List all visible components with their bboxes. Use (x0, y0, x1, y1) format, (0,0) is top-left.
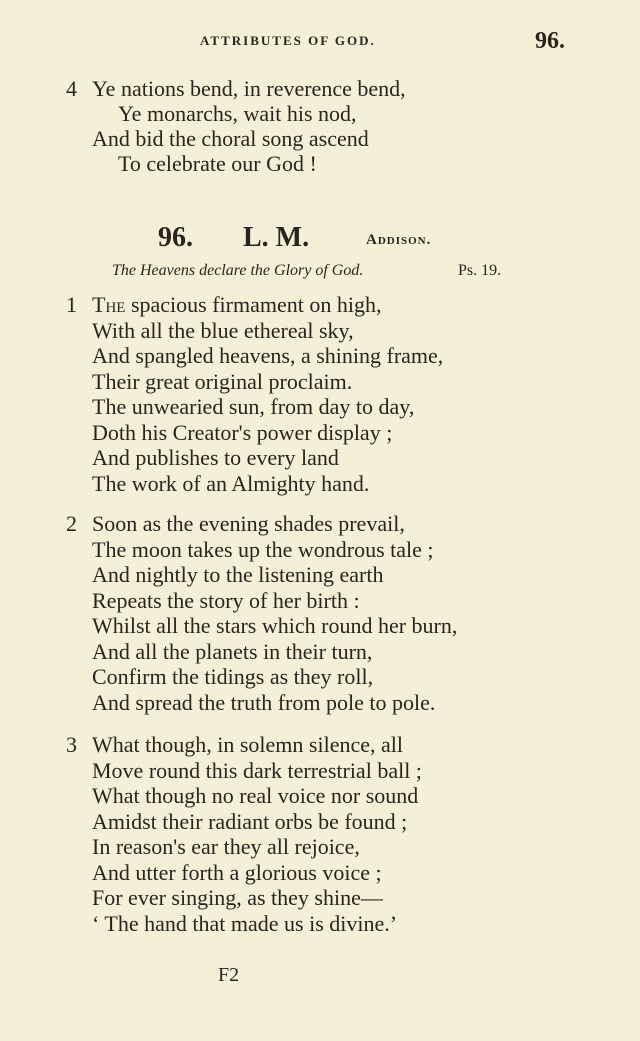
verse-line: And nightly to the listening earth (92, 562, 384, 587)
verse-line: To celebrate our God ! (118, 151, 317, 176)
verse-line: Amidst their radiant orbs be found ; (92, 808, 408, 834)
verse-line: Confirm the tidings as they roll, (92, 664, 374, 689)
hymn-author: Addison. (366, 232, 432, 248)
verse-line: The unwearied sun, from day to day, (92, 394, 415, 419)
verse-line-first (92, 292, 381, 318)
stanza-number: 2 (66, 511, 77, 536)
verse-line: Doth his Creator's power display ; (92, 419, 393, 445)
verse-line: Their great original proclaim. (92, 368, 353, 394)
verse-line: The moon takes up the wondrous tale ; (92, 536, 434, 562)
psalm-reference: Ps. 19. (458, 262, 502, 279)
verse-line: ‘ The hand that made us is divine.’ (92, 910, 398, 936)
stanza-number: 4 (66, 76, 77, 101)
running-title: ATTRIBUTES OF GOD. (200, 33, 376, 48)
hymn-meter: L. M. (243, 222, 310, 253)
verse-line: Repeats the story of her birth : (92, 587, 360, 613)
verse-line: For ever singing, as they shine— (92, 885, 383, 910)
signature-mark: F2 (218, 964, 240, 986)
drop-word: The (92, 292, 126, 317)
verse-line: And utter forth a glorious voice ; (92, 859, 382, 885)
page-number: 96. (535, 28, 565, 54)
verse-line: And spread the truth from pole to pole. (92, 689, 436, 715)
stanza-number: 3 (66, 732, 77, 757)
verse-line: In reason's ear they all rejoice, (92, 834, 360, 859)
stanza-number: 1 (66, 292, 77, 317)
verse-line: With all the blue ethereal sky, (92, 317, 354, 343)
hymn-subtitle: The Heavens declare the Glory of God. (112, 262, 364, 279)
verse-line: The work of an Almighty hand. (92, 470, 370, 496)
first-line-rest: spacious firmament on high, (125, 292, 382, 317)
verse-line: And spangled heavens, a shining frame, (92, 343, 444, 368)
verse-line: And all the planets in their turn, (92, 638, 373, 664)
verse-line: What though, in solemn silence, all (92, 732, 403, 757)
verse-line: Whilst all the stars which round her burn, (92, 613, 458, 638)
running-head (0, 30, 640, 54)
verse-line: What though no real voice nor sound (92, 783, 419, 808)
hymn-number: 96. (158, 222, 193, 253)
hymn-heading (0, 222, 640, 256)
verse-line: Ye nations bend, in reverence bend, (92, 76, 406, 101)
verse-line: And publishes to every land (92, 445, 339, 470)
verse-line: Move round this dark terrestrial ball ; (92, 757, 422, 783)
verse-line: And bid the choral song ascend (92, 126, 369, 151)
verse-line: Soon as the evening shades prevail, (92, 511, 405, 536)
verse-line: Ye monarchs, wait his nod, (118, 101, 357, 126)
